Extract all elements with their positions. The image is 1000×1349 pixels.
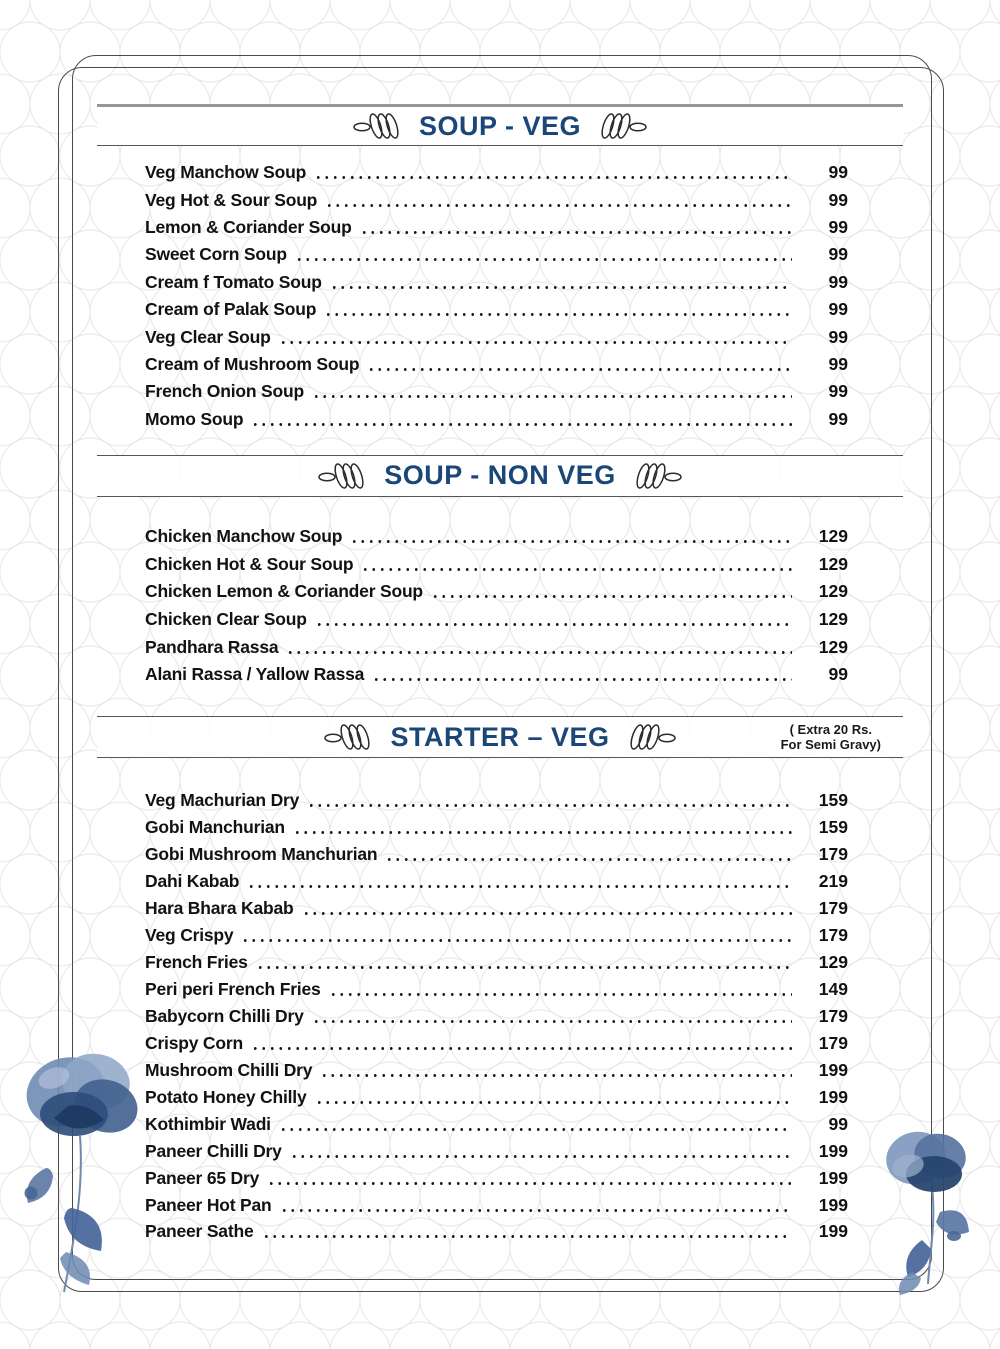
extra-gravy-note bbox=[781, 722, 881, 752]
dot-leader bbox=[360, 231, 792, 234]
flower-right-icon bbox=[878, 1122, 978, 1312]
dot-leader bbox=[290, 1155, 792, 1158]
section-title: SOUP - VEG bbox=[418, 110, 582, 141]
flourish-left-icon bbox=[353, 108, 405, 144]
menu-item-row bbox=[97, 241, 903, 268]
dot-leader bbox=[367, 368, 792, 371]
item-price: 99 bbox=[828, 162, 848, 183]
item-name: Peri peri French Fries bbox=[145, 979, 321, 999]
menu-item-row bbox=[97, 1165, 903, 1192]
item-name: Alani Rassa / Yallow Rassa bbox=[145, 664, 365, 685]
dot-leader bbox=[247, 885, 792, 888]
flourish-left-icon bbox=[324, 719, 376, 755]
dot-leader bbox=[315, 1101, 793, 1104]
item-price: 199 bbox=[818, 1194, 848, 1215]
section-starter-veg bbox=[97, 716, 903, 1245]
item-price: 199 bbox=[818, 1059, 848, 1080]
menu-item-row bbox=[97, 895, 903, 922]
item-list-starter-veg bbox=[97, 787, 903, 1245]
dot-leader bbox=[330, 286, 792, 289]
item-price: 99 bbox=[828, 408, 848, 429]
menu-item-row bbox=[97, 523, 903, 551]
dot-leader bbox=[431, 595, 792, 598]
dot-leader bbox=[302, 912, 792, 915]
item-name: Lemon & Coriander Soup bbox=[145, 216, 352, 237]
menu-item-row bbox=[97, 1057, 903, 1084]
menu-item-row bbox=[97, 868, 903, 895]
menu-item-row bbox=[97, 406, 903, 433]
item-list-soup-veg bbox=[97, 159, 903, 433]
menu-item-row bbox=[97, 814, 903, 841]
dot-leader bbox=[320, 1074, 792, 1077]
item-name: Veg Clear Soup bbox=[145, 326, 271, 347]
item-name: Veg Hot & Sour Soup bbox=[145, 189, 318, 210]
item-name: Gobi Mushroom Manchurian bbox=[145, 844, 378, 865]
menu-item-row bbox=[97, 976, 903, 1003]
dot-leader bbox=[314, 176, 792, 179]
item-price: 99 bbox=[828, 381, 848, 402]
section-title: SOUP - NON VEG bbox=[384, 460, 616, 491]
menu-item-row bbox=[97, 841, 903, 868]
item-name: Veg Manchow Soup bbox=[145, 162, 307, 183]
item-price: 179 bbox=[818, 844, 848, 865]
item-name: Gobi Manchurian bbox=[145, 817, 285, 838]
item-name: French Fries bbox=[145, 952, 248, 973]
item-name: Chicken Hot & Sour Soup bbox=[145, 553, 354, 574]
dot-leader bbox=[267, 1182, 792, 1185]
item-name: Paneer Chilli Dry bbox=[145, 1140, 282, 1161]
item-price: 179 bbox=[818, 1005, 848, 1026]
item-name: Veg Machurian Dry bbox=[145, 790, 300, 811]
menu-item-row bbox=[97, 159, 903, 186]
item-name: Babycorn Chilli Dry bbox=[145, 1005, 304, 1026]
extra-gravy-note-line2: For Semi Gravy) bbox=[780, 737, 881, 753]
menu-item-row bbox=[97, 378, 903, 405]
section-soup-veg bbox=[97, 104, 903, 433]
section-header-soup-non-veg bbox=[97, 455, 903, 497]
menu-item-row bbox=[97, 323, 903, 350]
item-name: Crispy Corn bbox=[145, 1032, 243, 1053]
dot-leader bbox=[307, 804, 792, 807]
item-name: Cream of Mushroom Soup bbox=[145, 353, 360, 374]
menu-item-row bbox=[97, 351, 903, 378]
item-price: 199 bbox=[818, 1167, 848, 1188]
menu-item-row bbox=[97, 661, 903, 689]
item-name: Mushroom Chilli Dry bbox=[145, 1059, 313, 1080]
item-name: Kothimbir Wadi bbox=[145, 1113, 271, 1134]
dot-leader bbox=[256, 966, 792, 969]
item-name: Paneer 65 Dry bbox=[145, 1167, 260, 1188]
item-price: 179 bbox=[818, 925, 848, 946]
dot-leader bbox=[385, 858, 792, 861]
dot-leader bbox=[262, 1235, 793, 1238]
item-name: Momo Soup bbox=[145, 408, 244, 429]
menu-item-row bbox=[97, 214, 903, 241]
dot-leader bbox=[286, 651, 792, 654]
item-price: 199 bbox=[818, 1086, 848, 1107]
item-price: 129 bbox=[818, 553, 848, 574]
section-header-soup-veg bbox=[97, 104, 903, 146]
section-soup-non-veg bbox=[97, 455, 903, 689]
item-price: 99 bbox=[828, 271, 848, 292]
item-price: 99 bbox=[828, 299, 848, 320]
menu-item-row bbox=[97, 296, 903, 323]
item-name: Chicken Manchow Soup bbox=[145, 526, 343, 547]
item-name: Hara Bhara Kabab bbox=[145, 898, 294, 919]
extra-gravy-note-line1: ( Extra 20 Rs. bbox=[789, 722, 872, 738]
menu-item-row bbox=[97, 633, 903, 661]
item-price: 199 bbox=[818, 1140, 848, 1161]
item-price: 99 bbox=[828, 664, 848, 685]
dot-leader bbox=[295, 258, 792, 261]
item-name: Veg Crispy bbox=[145, 925, 234, 946]
item-price: 129 bbox=[818, 526, 848, 547]
menu-item-row bbox=[97, 949, 903, 976]
dot-leader bbox=[280, 1209, 792, 1212]
menu-item-row bbox=[97, 551, 903, 579]
item-price: 99 bbox=[828, 216, 848, 237]
item-price: 99 bbox=[828, 1113, 848, 1134]
menu-content bbox=[97, 0, 903, 1245]
item-name: Cream of Palak Soup bbox=[145, 299, 317, 320]
dot-leader bbox=[251, 423, 792, 426]
item-name: Paneer Sathe bbox=[145, 1221, 254, 1242]
item-price: 99 bbox=[828, 189, 848, 210]
menu-item-row bbox=[97, 1111, 903, 1138]
item-name: French Onion Soup bbox=[145, 381, 304, 402]
menu-item-row bbox=[97, 787, 903, 814]
item-price: 199 bbox=[818, 1221, 848, 1242]
section-header-starter-veg bbox=[97, 716, 903, 758]
item-price: 219 bbox=[818, 871, 848, 892]
item-name: Pandhara Rassa bbox=[145, 636, 279, 657]
item-name: Chicken Lemon & Coriander Soup bbox=[145, 581, 423, 602]
menu-item-row bbox=[97, 269, 903, 296]
dot-leader bbox=[279, 1128, 792, 1131]
menu-item-row bbox=[97, 1192, 903, 1219]
item-price: 179 bbox=[818, 898, 848, 919]
item-price: 129 bbox=[818, 608, 848, 629]
menu-item-row bbox=[97, 1003, 903, 1030]
dot-leader bbox=[315, 623, 792, 626]
dot-leader bbox=[279, 341, 792, 344]
dot-leader bbox=[324, 313, 792, 316]
flourish-right-icon bbox=[624, 719, 676, 755]
dot-leader bbox=[361, 568, 792, 571]
dot-leader bbox=[325, 204, 792, 207]
dot-leader bbox=[372, 678, 792, 681]
item-name: Dahi Kabab bbox=[145, 871, 240, 892]
item-price: 99 bbox=[828, 326, 848, 347]
dot-leader bbox=[329, 993, 792, 996]
item-price: 99 bbox=[828, 353, 848, 374]
item-price: 149 bbox=[818, 979, 848, 999]
dot-leader bbox=[350, 540, 792, 543]
item-name: Cream f Tomato Soup bbox=[145, 271, 322, 292]
item-name: Paneer Hot Pan bbox=[145, 1194, 272, 1215]
flourish-left-icon bbox=[318, 458, 370, 494]
section-title: STARTER – VEG bbox=[390, 721, 610, 752]
dot-leader bbox=[241, 939, 792, 942]
item-price: 129 bbox=[818, 581, 848, 602]
menu-item-row bbox=[97, 606, 903, 634]
item-price: 179 bbox=[818, 1032, 848, 1053]
item-name: Sweet Corn Soup bbox=[145, 244, 287, 265]
dot-leader bbox=[312, 1020, 792, 1023]
item-price: 129 bbox=[818, 636, 848, 657]
item-price: 129 bbox=[818, 952, 848, 973]
dot-leader bbox=[312, 395, 792, 398]
flourish-right-icon bbox=[595, 108, 647, 144]
item-price: 159 bbox=[818, 790, 848, 811]
menu-item-row bbox=[97, 186, 903, 213]
item-name: Chicken Clear Soup bbox=[145, 608, 307, 629]
item-list-soup-non-veg bbox=[97, 523, 903, 689]
menu-item-row bbox=[97, 1138, 903, 1165]
menu-item-row bbox=[97, 1218, 903, 1245]
dot-leader bbox=[293, 831, 792, 834]
menu-item-row bbox=[97, 922, 903, 949]
flourish-right-icon bbox=[630, 458, 682, 494]
item-name: Potato Honey Chilly bbox=[145, 1086, 307, 1107]
item-price: 159 bbox=[818, 817, 848, 838]
menu-item-row bbox=[97, 1084, 903, 1111]
menu-item-row bbox=[97, 578, 903, 606]
dot-leader bbox=[251, 1047, 792, 1050]
flower-left-icon bbox=[14, 1040, 174, 1310]
menu-item-row bbox=[97, 1030, 903, 1057]
item-price: 99 bbox=[828, 244, 848, 265]
